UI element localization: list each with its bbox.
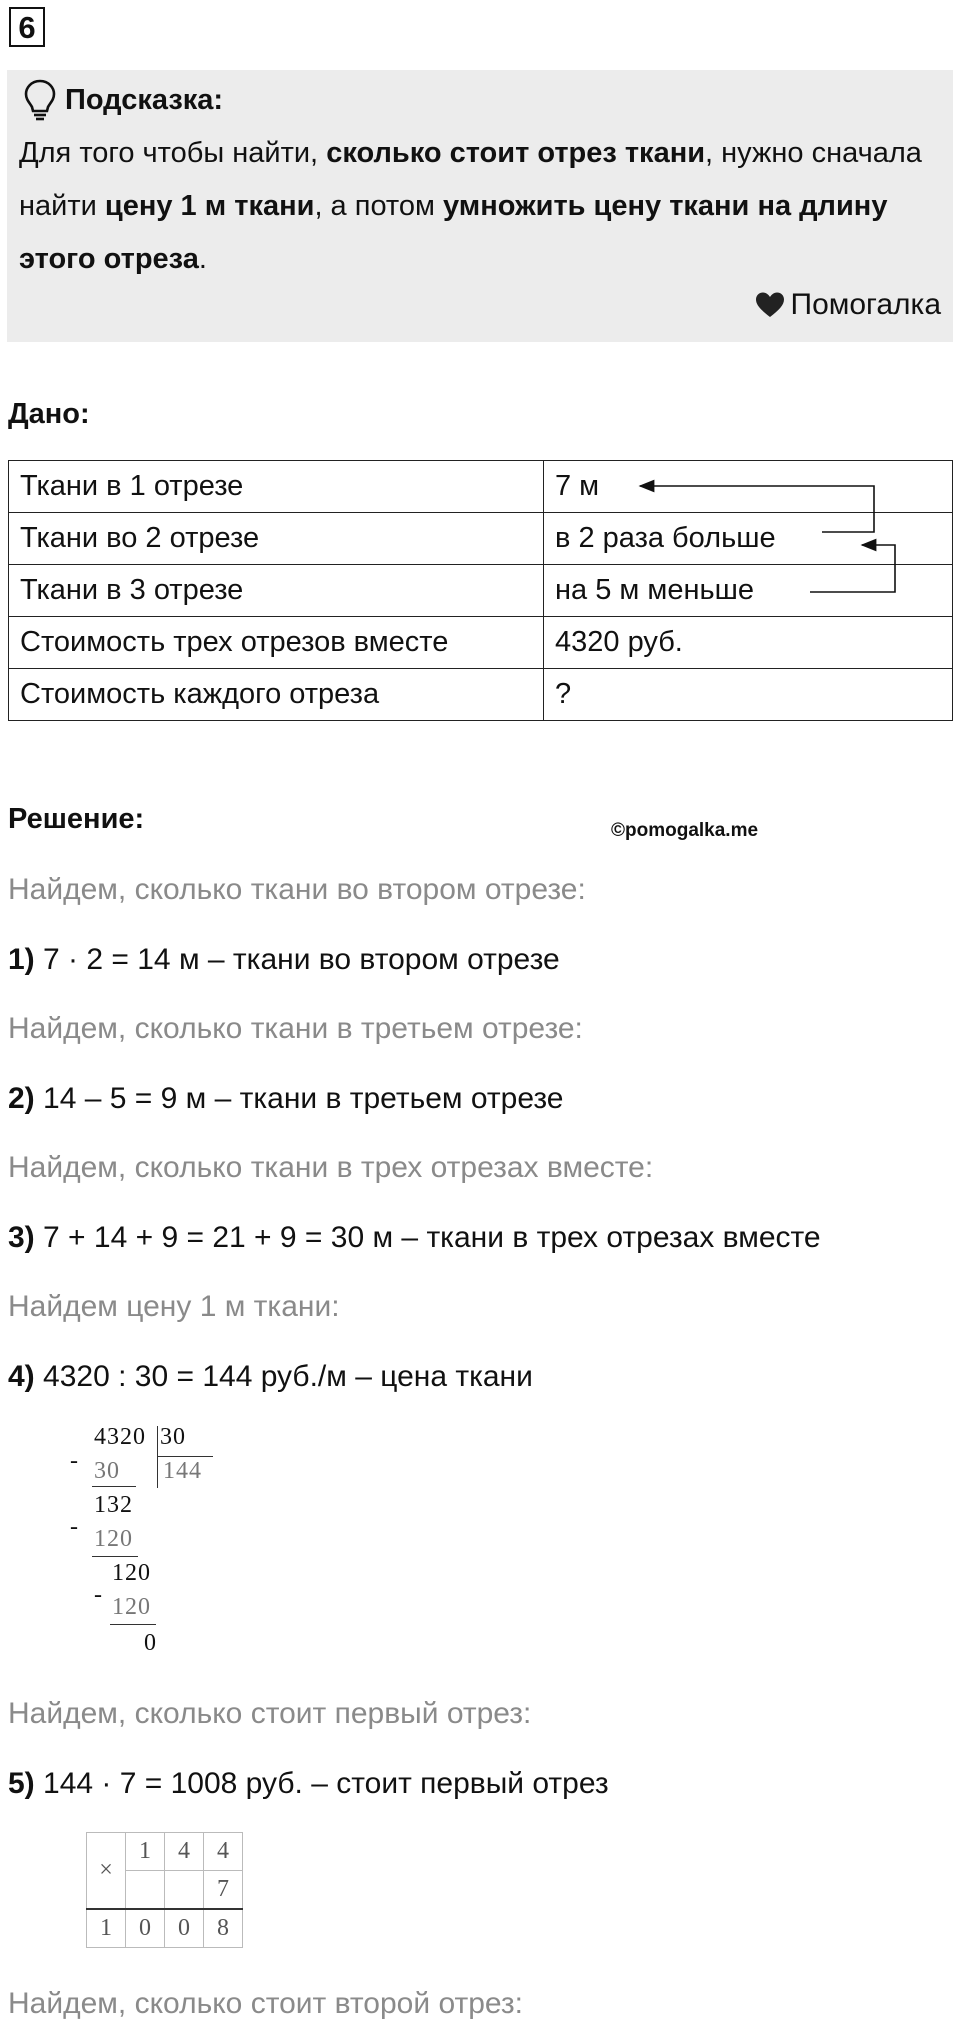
step-number: 1) — [8, 943, 35, 976]
hint-text-segment: . — [198, 243, 207, 275]
given-row — [9, 617, 953, 669]
hint-text-segment: умножить цену ткани на длину этого отреза — [19, 190, 888, 275]
minus-sign: - — [70, 1448, 78, 1474]
given-row — [9, 461, 953, 513]
given-row — [9, 565, 953, 617]
subtrahend-2: 120 — [94, 1526, 133, 1552]
multiplication-cell: 4 — [165, 1833, 204, 1871]
hint-text — [19, 127, 939, 286]
step-number: 2) — [8, 1082, 35, 1115]
minus-sign-2: - — [70, 1514, 78, 1540]
multiplication-cell — [126, 1871, 165, 1910]
multiplication-cell: 8 — [204, 1909, 243, 1948]
multiplication-row — [87, 1909, 243, 1948]
given-label: Стоимость каждого отреза — [9, 669, 544, 721]
solution-comment: Найдем, сколько стоит первый отрез: — [8, 1697, 532, 1730]
final-remainder: 0 — [144, 1630, 156, 1656]
solution-step — [8, 1082, 563, 1116]
solution-step — [8, 1767, 609, 1801]
hint-text-segment: Для того чтобы найти, — [19, 137, 327, 169]
multiplication-cell: 7 — [204, 1871, 243, 1910]
brand-name: Помогалка — [790, 288, 941, 321]
subtrahend-3: 120 — [112, 1594, 151, 1620]
solution-comment: Найдем цену 1 м ткани: — [8, 1290, 340, 1323]
multiplication-cell: 1 — [87, 1909, 126, 1948]
brand-label — [755, 288, 942, 322]
rule-1 — [92, 1486, 136, 1487]
hint-text-segment: цену 1 м ткани — [104, 190, 315, 222]
solution-comment: Найдем, сколько стоит второй отрез: — [8, 1987, 524, 2020]
solution-title: Решение: — [8, 803, 145, 835]
quotient-line — [157, 1456, 213, 1457]
given-value: на 5 м меньше — [544, 565, 953, 617]
step-number: 3) — [8, 1221, 35, 1254]
lightbulb-icon — [23, 78, 57, 122]
given-label: Ткани в 3 отрезе — [9, 565, 544, 617]
dividend: 4320 — [94, 1424, 146, 1450]
given-title: Дано: — [8, 398, 90, 430]
given-value: в 2 раза больше — [544, 513, 953, 565]
solution-comment: Найдем, сколько ткани в третьем отрезе: — [8, 1012, 583, 1045]
solution-comment: Найдем, сколько ткани во втором отрезе: — [8, 873, 586, 906]
step-expression: 7 + 14 + 9 = 21 + 9 = 30 м – ткани в трех отрезах вместе — [34, 1221, 821, 1254]
given-table — [8, 460, 953, 721]
division-bar — [157, 1426, 158, 1488]
remainder-2: 120 — [112, 1560, 151, 1586]
hint-text-segment: , а потом — [314, 190, 444, 222]
step-number: 4) — [8, 1360, 35, 1393]
given-label: Ткани во 2 отрезе — [9, 513, 544, 565]
step-number: 5) — [8, 1767, 35, 1800]
multiplication-cell: 1 — [126, 1833, 165, 1871]
heart-icon — [755, 291, 785, 319]
given-label: Стоимость трех отрезов вместе — [9, 617, 544, 669]
solution-step — [8, 943, 560, 977]
step-expression: 14 – 5 = 9 м – ткани в третьем отрезе — [34, 1082, 564, 1115]
divisor: 30 — [160, 1424, 186, 1450]
subtrahend-1: 30 — [94, 1458, 120, 1484]
given-value: 7 м — [544, 461, 953, 513]
multiplication-cell: 0 — [165, 1909, 204, 1948]
given-value: 4320 руб. — [544, 617, 953, 669]
multiplication-cell: 4 — [204, 1833, 243, 1871]
multiplication-cell: 0 — [126, 1909, 165, 1948]
given-row — [9, 513, 953, 565]
hint-box — [7, 70, 953, 342]
remainder-1: 132 — [94, 1492, 133, 1518]
multiplication-cell — [165, 1871, 204, 1910]
hint-text-segment: сколько стоит отрез ткани — [326, 137, 706, 169]
hint-text-segment: , нужно сначала найти — [19, 137, 922, 222]
solution-step — [8, 1221, 821, 1255]
quotient: 144 — [163, 1458, 202, 1484]
task-number: 6 — [9, 7, 45, 47]
multiplication-row — [87, 1833, 243, 1871]
multiplication-table — [86, 1832, 243, 1948]
step-expression: 4320 : 30 = 144 руб./м – цена ткани — [34, 1360, 533, 1393]
step-expression: 144 · 7 = 1008 руб. – стоит первый отрез — [34, 1767, 609, 1800]
given-row — [9, 669, 953, 721]
rule-2 — [92, 1556, 138, 1557]
solution-step — [8, 1360, 533, 1394]
given-label: Ткани в 1 отрезе — [9, 461, 544, 513]
given-value: ? — [544, 669, 953, 721]
step-expression: 7 · 2 = 14 м – ткани во втором отрезе — [34, 943, 560, 976]
rule-3 — [110, 1624, 156, 1625]
long-division — [70, 1424, 226, 1666]
solution-comment: Найдем, сколько ткани в трех отрезах вместе: — [8, 1151, 654, 1184]
multiply-sign: × — [87, 1833, 126, 1910]
hint-title: Подсказка: — [65, 84, 224, 116]
watermark: ©pomogalka.me — [611, 820, 759, 841]
minus-sign-3: - — [94, 1582, 102, 1608]
